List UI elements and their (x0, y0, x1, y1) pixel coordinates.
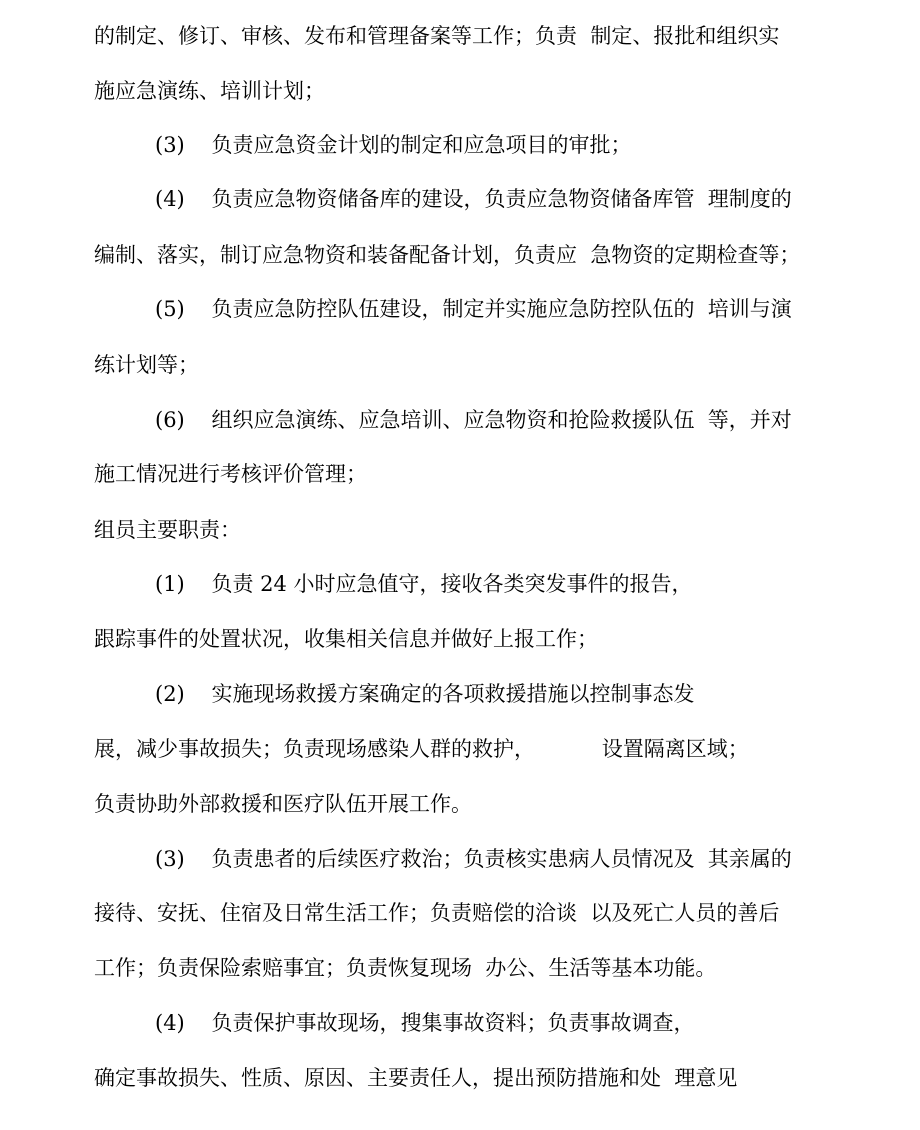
text-line: (4) 负责应急物资储备库的建设，负责应急物资储备库管 理制度的 (155, 187, 792, 211)
text-line: 跟踪事件的处置状况，收集相关信息并做好上报工作； (94, 627, 598, 651)
text-line: (3) 负责患者的后续医疗救治；负责核实患病人员情况及 其亲属的 (155, 847, 792, 871)
text-line: 接待、安抚、住宿及日常生活工作；负责赔偿的洽谈 以及死亡人员的善后 (94, 901, 780, 925)
text-line: 练计划等； (94, 353, 199, 377)
text-line: 组员主要职责： (94, 518, 241, 542)
text-line: 工作；负责保险索赔事宜；负责恢复现场 办公、生活等基本功能。 (94, 956, 717, 980)
text-line: (3) 负责应急资金计划的制定和应急项目的审批； (155, 133, 632, 157)
text-line: (4) 负责保护事故现场，搜集事故资料；负责事故调查， (155, 1011, 695, 1035)
text-line: 施工情况进行考核评价管理； (94, 462, 367, 486)
text-line: (1) 负责 24 小时应急值守，接收各类突发事件的报告， (155, 572, 693, 596)
text-line: 展，减少事故损失；负责现场感染人群的救护， 设置隔离区域； (94, 737, 749, 761)
text-line: 施应急演练、培训计划； (94, 79, 325, 103)
text-line: 编制、落实，制订应急物资和装备配备计划，负责应 急物资的定期检查等； (94, 243, 801, 267)
text-line: 确定事故损失、性质、原因、主要责任人，提出预防措施和处 理意见 (94, 1066, 738, 1090)
text-line: 的制定、修订、审核、发布和管理备案等工作；负责 制定、报批和组织实 (94, 24, 780, 48)
text-line: (6) 组织应急演练、应急培训、应急物资和抢险救援队伍 等，并对 (155, 408, 792, 432)
text-line: 负责协助外部救援和医疗队伍开展工作。 (94, 792, 472, 816)
text-line: (2) 实施现场救援方案确定的各项救援措施以控制事态发 (155, 682, 695, 706)
text-line: (5) 负责应急防控队伍建设，制定并实施应急防控队伍的 培训与演 (155, 297, 792, 321)
